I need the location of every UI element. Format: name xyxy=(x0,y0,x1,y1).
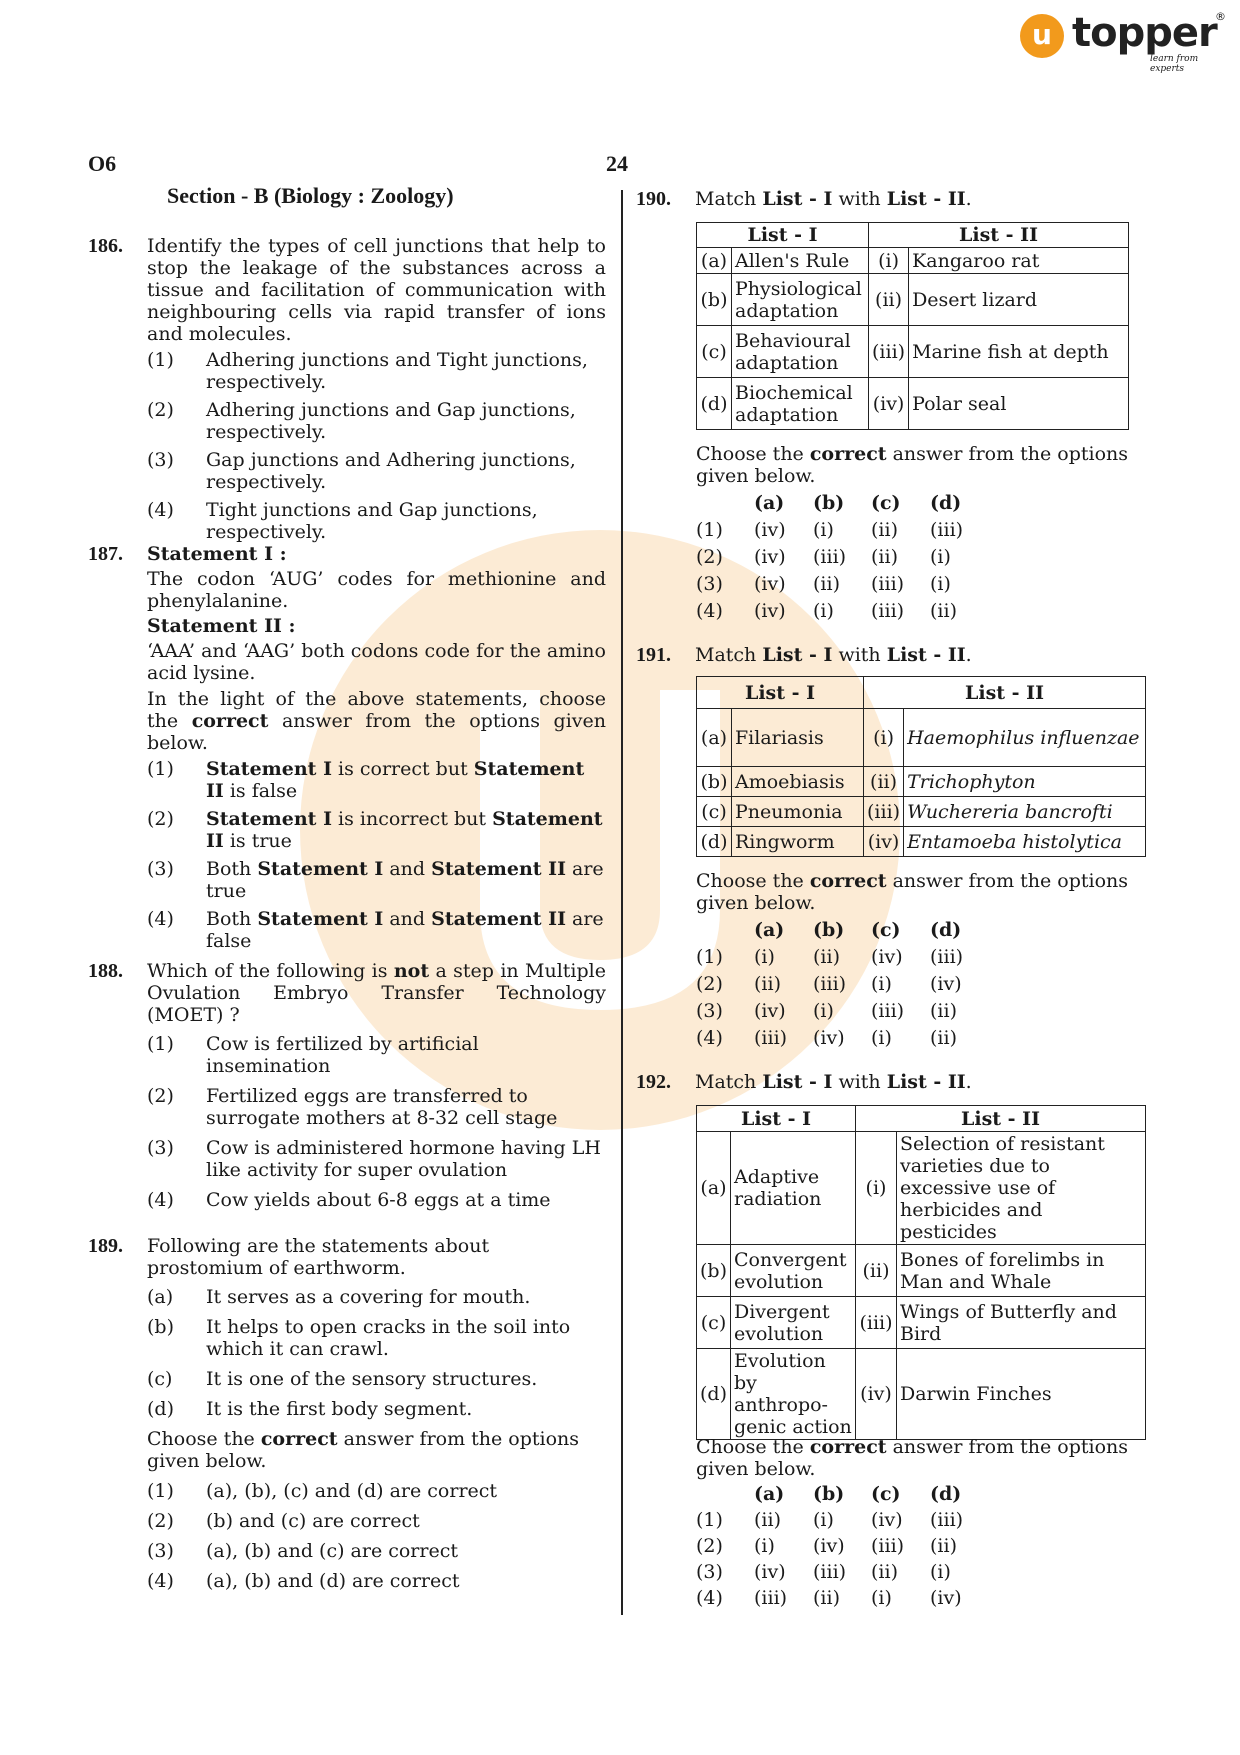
answer-option-4[interactable]: (4) (iii) (ii) (i) (iv) xyxy=(696,1587,962,1609)
question-text: Which of the following is not a step in Multiple Ovulation Embryo Transfer Technology (MOET) ? xyxy=(147,960,606,1026)
brand-tagline: learn from experts xyxy=(1150,54,1199,74)
instruction: Choose the correct answer from the options given below. xyxy=(147,1428,580,1472)
option-1[interactable]: (1) Statement I is correct but Statement II is false xyxy=(147,758,585,802)
statement-2-label: Statement II : xyxy=(147,615,296,637)
option-4[interactable]: (4) Tight junctions and Gap junctions, respectively. xyxy=(147,499,538,543)
question-number: 192. xyxy=(636,1071,671,1093)
question-number: 191. xyxy=(636,644,671,666)
option-4[interactable]: (4) (a), (b) and (d) are correct xyxy=(147,1570,460,1592)
answer-option-3[interactable]: (3) (iv) (iii) (ii) (i) xyxy=(696,1561,951,1583)
question-number: 190. xyxy=(636,188,671,210)
option-2[interactable]: (2) Statement I is incorrect but Statement II is true xyxy=(147,808,603,852)
answer-option-1[interactable]: (1) (iv) (i) (ii) (iii) xyxy=(696,519,964,541)
column-divider xyxy=(621,190,623,1615)
option-4[interactable]: (4) Cow yields about 6-8 eggs at a time xyxy=(147,1189,551,1211)
answer-option-1[interactable]: (1) (ii) (i) (iv) (iii) xyxy=(696,1509,964,1531)
answer-grid-191: (a) (b) (c) (d) (1) (i) (ii) (iv) (iii) (2) (ii) (iii) (i) (iv) (3) (iv) (i) (iii) (ii) (4) (iii) (iv) (i) (ii) xyxy=(696,917,996,1052)
instruction-192: Choose the correct answer from the options given below. xyxy=(696,1436,1129,1480)
answer-option-4[interactable]: (4) (iv) (i) (iii) (ii) xyxy=(696,600,957,622)
instruction-190: Choose the correct answer from the options given below. xyxy=(696,443,1129,487)
option-4[interactable]: (4) Both Statement I and Statement II are false xyxy=(147,908,604,952)
answer-option-3[interactable]: (3) (iv) (i) (iii) (ii) xyxy=(696,1000,957,1022)
answer-option-3[interactable]: (3) (iv) (ii) (iii) (i) xyxy=(696,573,951,595)
match-table-190: List - I List - II (a) Allen's Rule (i) Kangaroo rat (b) Physiological adaptation (ii) Desert lizard (c) Behavioural adaptation (iii) Marine fish at depth (d) Biochemical adaptation (iv) Polar seal xyxy=(696,222,1129,430)
page-number: 24 xyxy=(606,151,628,176)
option-2[interactable]: (2) (b) and (c) are correct xyxy=(147,1510,420,1532)
statement-d: (d) It is the first body segment. xyxy=(147,1398,473,1420)
option-1[interactable]: (1) (a), (b), (c) and (d) are correct xyxy=(147,1480,498,1502)
option-3[interactable]: (3) (a), (b) and (c) are correct xyxy=(147,1540,458,1562)
instruction-191: Choose the correct answer from the options given below. xyxy=(696,870,1129,914)
statement-c: (c) It is one of the sensory structures. xyxy=(147,1368,538,1390)
question-number: 187. xyxy=(88,543,123,565)
instruction: In the light of the above statements, choose the correct answer from the options given below. xyxy=(147,688,606,754)
question-number: 189. xyxy=(88,1235,123,1257)
answer-option-2[interactable]: (2) (iv) (iii) (ii) (i) xyxy=(696,546,951,568)
question-number: 188. xyxy=(88,960,123,982)
match-table-191: List - I List - II (a) Filariasis (i) Haemophilus influenzae (b) Amoebiasis (ii) Trichophyton (c) Pneumonia (iii) Wuchereria bancrofti (d) Ringworm (iv) Entamoeba histolytica xyxy=(696,676,1146,857)
question-text: Identify the types of cell junctions that help to stop the leakage of the substances across a tissue and facilitation of communication with neighbouring cells via rapid transfer of ions and molecules. xyxy=(147,235,606,345)
answer-option-4[interactable]: (4) (iii) (iv) (i) (ii) xyxy=(696,1027,957,1049)
section-title: Section - B (Biology : Zoology) xyxy=(167,183,454,208)
option-3[interactable]: (3) Gap junctions and Adhering junctions, respectively. xyxy=(147,449,576,493)
question-text: Following are the statements about prostomium of earthworm. xyxy=(147,1235,490,1279)
question-number: 186. xyxy=(88,235,123,257)
option-1[interactable]: (1) Cow is fertilized by artificial insemination xyxy=(147,1033,479,1077)
statement-1-text: The codon ‘AUG’ codes for methionine and phenylalanine. xyxy=(147,568,606,612)
brand-logo-icon: u xyxy=(1020,14,1064,58)
brand-name: topper xyxy=(1072,10,1217,56)
statement-2-text: ‘AAA’ and ‘AAG’ both codons code for the amino acid lysine. xyxy=(147,640,606,684)
registered-mark: ® xyxy=(1215,10,1226,23)
answer-option-2[interactable]: (2) (i) (iv) (iii) (ii) xyxy=(696,1535,957,1557)
answer-grid-192: (a) (b) (c) (d) (1) (ii) (i) (iv) (iii) (2) (i) (iv) (iii) (ii) (3) (iv) (iii) (ii) (i) (4) (iii) (ii) (i) (iv) xyxy=(696,1481,996,1611)
option-1[interactable]: (1) Adhering junctions and Tight junctions, respectively. xyxy=(147,349,588,393)
answer-option-1[interactable]: (1) (i) (ii) (iv) (iii) xyxy=(696,946,964,968)
option-2[interactable]: (2) Fertilized eggs are transferred to surrogate mothers at 8-32 cell stage xyxy=(147,1085,558,1129)
statement-1-label: Statement I : xyxy=(147,543,287,565)
option-3[interactable]: (3) Both Statement I and Statement II are true xyxy=(147,858,604,902)
answer-option-2[interactable]: (2) (ii) (iii) (i) (iv) xyxy=(696,973,962,995)
match-table-192: List - I List - II (a) Adaptive radiation (i) Selection of resistant varieties due to excessive use of herbicides and pesticides (b) Convergent evolution (ii) Bones of forelimbs in Man and Whale (c) Divergent evolution (iii) Wings of Butterfly and Bird (d) Evolution by anthropo- genic action (iv) Darwin Finches xyxy=(696,1105,1146,1440)
statement-b: (b) It helps to open cracks in the soil into which it can crawl. xyxy=(147,1316,571,1360)
answer-grid-190: (a) (b) (c) (d) (1) (iv) (i) (ii) (iii) (2) (iv) (iii) (ii) (i) (3) (iv) (ii) (iii) (i) (4) (iv) (i) (iii) (ii) xyxy=(696,490,996,625)
option-3[interactable]: (3) Cow is administered hormone having LH like activity for super ovulation xyxy=(147,1137,601,1181)
brand-logo xyxy=(1020,10,1226,74)
paper-code: O6 xyxy=(88,151,117,176)
option-2[interactable]: (2) Adhering junctions and Gap junctions, respectively. xyxy=(147,399,576,443)
statement-a: (a) It serves as a covering for mouth. xyxy=(147,1286,531,1308)
